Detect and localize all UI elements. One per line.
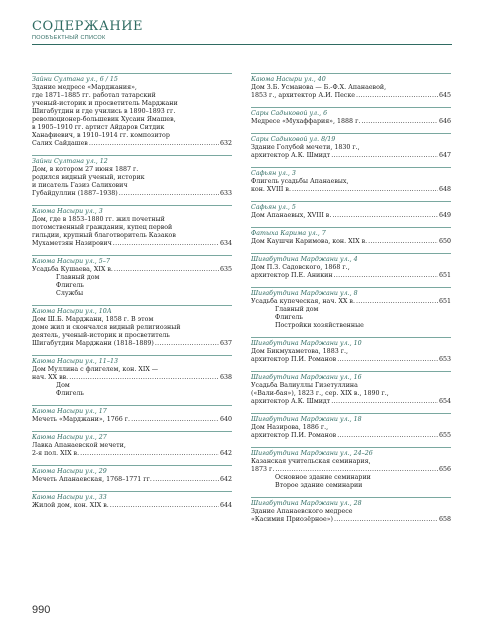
entry-description-line: революционер-большевик Хусаин Ямашев, <box>32 116 176 123</box>
entry-leader-line <box>251 466 451 474</box>
index-entry <box>251 447 451 490</box>
dot-leader <box>334 272 438 280</box>
index-entry <box>32 431 232 458</box>
entry-separator <box>32 431 232 432</box>
entry-description-line: Дом Назирова, 1886 г., <box>251 424 329 431</box>
entry-separator <box>251 133 451 134</box>
dot-leader <box>356 298 438 306</box>
entry-description-line: Лавка Апанаевской мечети, <box>32 442 126 449</box>
dot-leader <box>89 140 219 148</box>
entry-page-number: 635 <box>219 266 232 273</box>
index-entry <box>32 305 232 348</box>
sub-building-item: Постройки хозяйственные <box>275 322 364 329</box>
street-address: Каюма Насыри ул., 17 <box>32 408 107 415</box>
entry-final-text: Медресе «Мухаффария», 1888 г. <box>251 118 361 125</box>
street-address: Каюма Насыри ул., 3 <box>32 208 103 215</box>
sub-building-item: Флигель <box>56 282 84 289</box>
entry-final-text: архитектор А.К. Шмидт <box>251 398 331 405</box>
entry-separator <box>32 73 232 74</box>
entry-separator <box>251 413 451 414</box>
index-entry <box>251 497 451 524</box>
entry-leader-line <box>251 398 451 406</box>
entry-final-text: Мечеть Апанаевская, 1768–1771 гг. <box>32 476 152 483</box>
entry-page-number: 656 <box>438 466 451 473</box>
entry-final-text: Дом Апанаевых, XVIII в. <box>251 212 332 219</box>
entry-separator <box>251 73 451 74</box>
entry-separator <box>251 337 451 338</box>
entry-description-line: Ханафиевич, в 1910–1914 гг. композитор <box>32 132 170 139</box>
entry-description-line: Дом П.З. Садовского, 1868 г., <box>251 264 350 271</box>
dot-leader <box>110 502 219 510</box>
entry-separator <box>251 253 451 254</box>
entry-separator <box>251 167 451 168</box>
dot-leader <box>334 516 438 524</box>
index-entry <box>32 73 232 148</box>
street-address: Фатыха Карима ул., 7 <box>251 230 326 237</box>
entry-final-text: Салих Сайдашев <box>32 140 88 147</box>
entry-description-line: Казанская учительская семинария, <box>251 458 371 465</box>
entry-leader-line <box>32 266 232 274</box>
street-address: Сары Садыковой ул. 8/19 <box>251 136 336 143</box>
entry-page-number: 653 <box>438 356 451 363</box>
entry-page-number: 637 <box>219 340 232 347</box>
entry-description-line: Дом З.Б. Усманова — Б.-Ф.Х. Апанаевой, <box>251 84 387 91</box>
dot-leader <box>361 118 438 126</box>
sub-building-item: Основное здание семинарии <box>275 474 371 481</box>
entry-separator <box>32 305 232 306</box>
entry-separator <box>251 287 451 288</box>
dot-leader <box>155 340 219 348</box>
entry-leader-line <box>251 186 451 194</box>
entry-description-line: в 1905–1910 гг. артист Айдаров Ситдик <box>32 124 165 131</box>
index-entry <box>251 413 451 440</box>
entry-page-number: 642 <box>219 450 232 457</box>
entry-description-line: Усадьба Валиуллы Гизетуллина <box>251 382 358 389</box>
entry-description-line: ученый-историк и просветитель Марджани <box>32 100 178 107</box>
entry-page-number: 638 <box>219 374 232 381</box>
dot-leader <box>80 450 219 458</box>
dot-leader <box>114 266 219 274</box>
index-entry <box>251 287 451 330</box>
entry-leader-line <box>32 240 232 248</box>
entry-leader-line <box>251 516 451 524</box>
street-address: Шигабутдина Марджани ул., 28 <box>251 500 362 507</box>
entry-final-text: архитектор П.Е. Аникин <box>251 272 333 279</box>
street-address: Каюма Насыри ул., 27 <box>32 434 107 441</box>
sub-building-item: Флигель <box>275 314 303 321</box>
entry-final-text: Мечеть «Марджани», 1766 г. <box>32 416 131 423</box>
index-entry <box>32 255 232 298</box>
entry-leader-line <box>32 502 232 510</box>
entry-page-number: 648 <box>438 186 451 193</box>
entry-page-number: 654 <box>438 398 451 405</box>
entry-separator <box>32 205 232 206</box>
entry-leader-line <box>251 432 451 440</box>
entry-page-number: 632 <box>219 140 232 147</box>
entry-separator <box>251 107 451 108</box>
entry-description-line: Здание Апанаевского медресе <box>251 508 353 515</box>
street-address: Зайни Султана ул., 12 <box>32 158 108 165</box>
street-address: Каюма Насыри ул., 10А <box>32 308 112 315</box>
index-entry <box>251 167 451 194</box>
dot-leader <box>356 92 438 100</box>
entry-separator <box>251 497 451 498</box>
street-address: Шигабутдина Марджани ул., 16 <box>251 374 362 381</box>
index-entry <box>32 355 232 398</box>
entry-leader-line <box>32 340 232 348</box>
index-entry <box>32 465 232 484</box>
street-address: Каюма Насыри ул., 29 <box>32 468 107 475</box>
page-title: СОДЕРЖАНИЕ <box>32 19 144 34</box>
entry-page-number: 658 <box>438 516 451 523</box>
entry-description-line: и писатель Газиз Салихович <box>32 182 128 189</box>
dot-leader <box>337 356 438 364</box>
street-address: Каюма Насыри ул., 40 <box>251 76 326 83</box>
dot-leader <box>332 212 438 220</box>
index-entry <box>251 371 451 406</box>
entry-final-text: 1873 г. <box>251 466 275 473</box>
entry-final-text: архитектор П.И. Романов <box>251 432 337 439</box>
entry-description-line: где 1871–1885 гг. работал татарский <box>32 92 156 99</box>
index-entry <box>32 205 232 248</box>
entry-separator <box>32 255 232 256</box>
entry-final-text: нач. XX вв. <box>32 374 69 381</box>
dot-leader <box>275 466 438 474</box>
dot-leader <box>69 374 219 382</box>
entry-separator <box>32 405 232 406</box>
entry-page-number: 633 <box>219 190 232 197</box>
entry-description-line: Дом, где в 1853–1880 гг. жил почетный <box>32 216 165 223</box>
entry-leader-line <box>251 152 451 160</box>
entry-final-text: кон. XVIII в. <box>251 186 291 193</box>
entry-page-number: 634 <box>219 240 232 247</box>
street-address: Каюма Насыри ул., 33 <box>32 494 107 501</box>
dot-leader <box>292 186 438 194</box>
index-entry <box>251 337 451 364</box>
dot-leader <box>368 238 438 246</box>
entry-description-line: деятель, ученый-историк и просветитель <box>32 332 170 339</box>
entry-description-line: Дом, в котором 27 июня 1887 г. <box>32 166 139 173</box>
index-entry <box>251 133 451 160</box>
entry-description-line: доме жил и скончался видный религиозный <box>32 324 181 331</box>
entry-leader-line <box>251 118 451 126</box>
entry-page-number: 640 <box>219 416 232 423</box>
entry-description-line: («Вали-бая»), 1823 г., сер. XIX в., 1890 г., <box>251 390 389 397</box>
entry-leader-line <box>251 212 451 220</box>
entry-separator <box>32 491 232 492</box>
page-subtitle: ПООБЪЕКТНЫЙ СПИСОК <box>32 35 106 41</box>
dot-leader <box>119 190 219 198</box>
entry-description-line: Шигабутдин и где учились в 1890–1893 гг. <box>32 108 176 115</box>
index-entry <box>251 253 451 280</box>
entry-description-line: потомственный гражданин, купец первой <box>32 224 173 231</box>
entry-description-line: Дом Ш.Б. Марджани, 1858 г. В этом <box>32 316 154 323</box>
index-entry <box>251 201 451 220</box>
entry-final-text: Мухаметзян Назирович <box>32 240 112 247</box>
entry-separator <box>251 201 451 202</box>
street-address: Каюма Насыри ул., 11–13 <box>32 358 118 365</box>
dot-leader <box>337 432 438 440</box>
entry-page-number: 655 <box>438 432 451 439</box>
entry-description-line: Дом Муллина с флигелем, кон. XIX — <box>32 366 159 373</box>
sub-building-item: Главный дом <box>56 274 100 281</box>
entry-final-text: Усадьба Кушаева, XIX в. <box>32 266 113 273</box>
street-address: Каюма Насыри ул., 5–7 <box>32 258 110 265</box>
entry-final-text: Усадьба купеческая, нач. XX в. <box>251 298 355 305</box>
index-entry <box>251 73 451 100</box>
entry-page-number: 644 <box>219 502 232 509</box>
header-rule <box>32 44 452 45</box>
entry-final-text: Шигабутдин Марджани (1818–1889) <box>32 340 154 347</box>
entry-leader-line <box>32 416 232 424</box>
dot-leader <box>153 476 219 484</box>
entry-leader-line <box>251 92 451 100</box>
index-entry <box>32 405 232 424</box>
street-address: Шигабутдина Марджани ул., 8 <box>251 290 358 297</box>
index-entry <box>32 491 232 510</box>
entry-separator <box>32 155 232 156</box>
entry-leader-line <box>32 190 232 198</box>
page-header <box>32 20 452 45</box>
entry-final-text: архитектор А.К. Шмидт <box>251 152 331 159</box>
entry-separator <box>251 447 451 448</box>
entry-page-number: 642 <box>219 476 232 483</box>
street-address: Шигабутдина Марджани ул., 18 <box>251 416 362 423</box>
entry-leader-line <box>32 374 232 382</box>
entry-leader-line <box>251 298 451 306</box>
entry-page-number: 651 <box>438 298 451 305</box>
entry-leader-line <box>251 272 451 280</box>
right-column <box>251 73 451 531</box>
entry-page-number: 650 <box>438 238 451 245</box>
entry-final-text: 2-я пол. XIX в. <box>32 450 80 457</box>
dot-leader <box>131 416 219 424</box>
street-address: Зайни Султана ул., 6 / 15 <box>32 76 118 83</box>
sub-building-item: Службы <box>56 290 84 297</box>
entry-leader-line <box>32 450 232 458</box>
entry-description-line: гильдии, крупный благотворитель Казаков <box>32 232 176 239</box>
entry-separator <box>251 371 451 372</box>
street-address: Шигабутдина Марджани ул., 10 <box>251 340 362 347</box>
entry-description-line: Здание Голубой мечети, 1830 г., <box>251 144 360 151</box>
entry-separator <box>32 355 232 356</box>
entry-final-text: архитектор П.И. Романов <box>251 356 337 363</box>
street-address: Шигабутдина Марджани ул., 24–26 <box>251 450 373 457</box>
entry-page-number: 647 <box>438 152 451 159</box>
index-entry <box>251 107 451 126</box>
street-address: Сафьян ул., 3 <box>251 170 296 177</box>
entry-page-number: 646 <box>438 118 451 125</box>
sub-building-item: Главный дом <box>275 306 319 313</box>
entry-separator <box>251 227 451 228</box>
entry-description-line: родился видный ученый, историк <box>32 174 145 181</box>
entry-final-text: «Касимия Приозёрное») <box>251 516 333 523</box>
entry-description-line: Дом Бикмухаметова, 1883 г., <box>251 348 349 355</box>
entry-description-line: Здание медресе «Марджания», <box>32 84 137 91</box>
index-entry <box>251 227 451 246</box>
dot-leader <box>331 152 438 160</box>
entry-leader-line <box>251 238 451 246</box>
entry-final-text: Жилой дом, кон. XIX в. <box>32 502 109 509</box>
entry-separator <box>32 465 232 466</box>
entry-final-text: Губайдуллин (1887–1938) <box>32 190 118 197</box>
index-entry <box>32 155 232 198</box>
dot-leader <box>331 398 438 406</box>
entry-final-text: Дом Каушчи Каримова, кон. XIX в. <box>251 238 368 245</box>
entry-leader-line <box>32 476 232 484</box>
page-number: 990 <box>32 604 51 616</box>
entry-page-number: 649 <box>438 212 451 219</box>
entry-page-number: 651 <box>438 272 451 279</box>
left-column <box>32 73 232 517</box>
entry-page-number: 645 <box>438 92 451 99</box>
street-address: Сафьян ул., 5 <box>251 204 296 211</box>
sub-building-item: Дом <box>56 382 70 389</box>
street-address: Шигабутдина Марджани ул., 4 <box>251 256 358 263</box>
entry-description-line: Флигель усадьбы Апанаевых, <box>251 178 349 185</box>
street-address: Сары Садыковой ул., 6 <box>251 110 328 117</box>
sub-building-item: Флигель <box>56 390 84 397</box>
dot-leader <box>113 240 219 248</box>
entry-leader-line <box>251 356 451 364</box>
entry-final-text: 1853 г., архитектор А.И. Песке <box>251 92 355 99</box>
entry-leader-line <box>32 140 232 148</box>
sub-building-item: Второе здание семинарии <box>275 482 363 489</box>
